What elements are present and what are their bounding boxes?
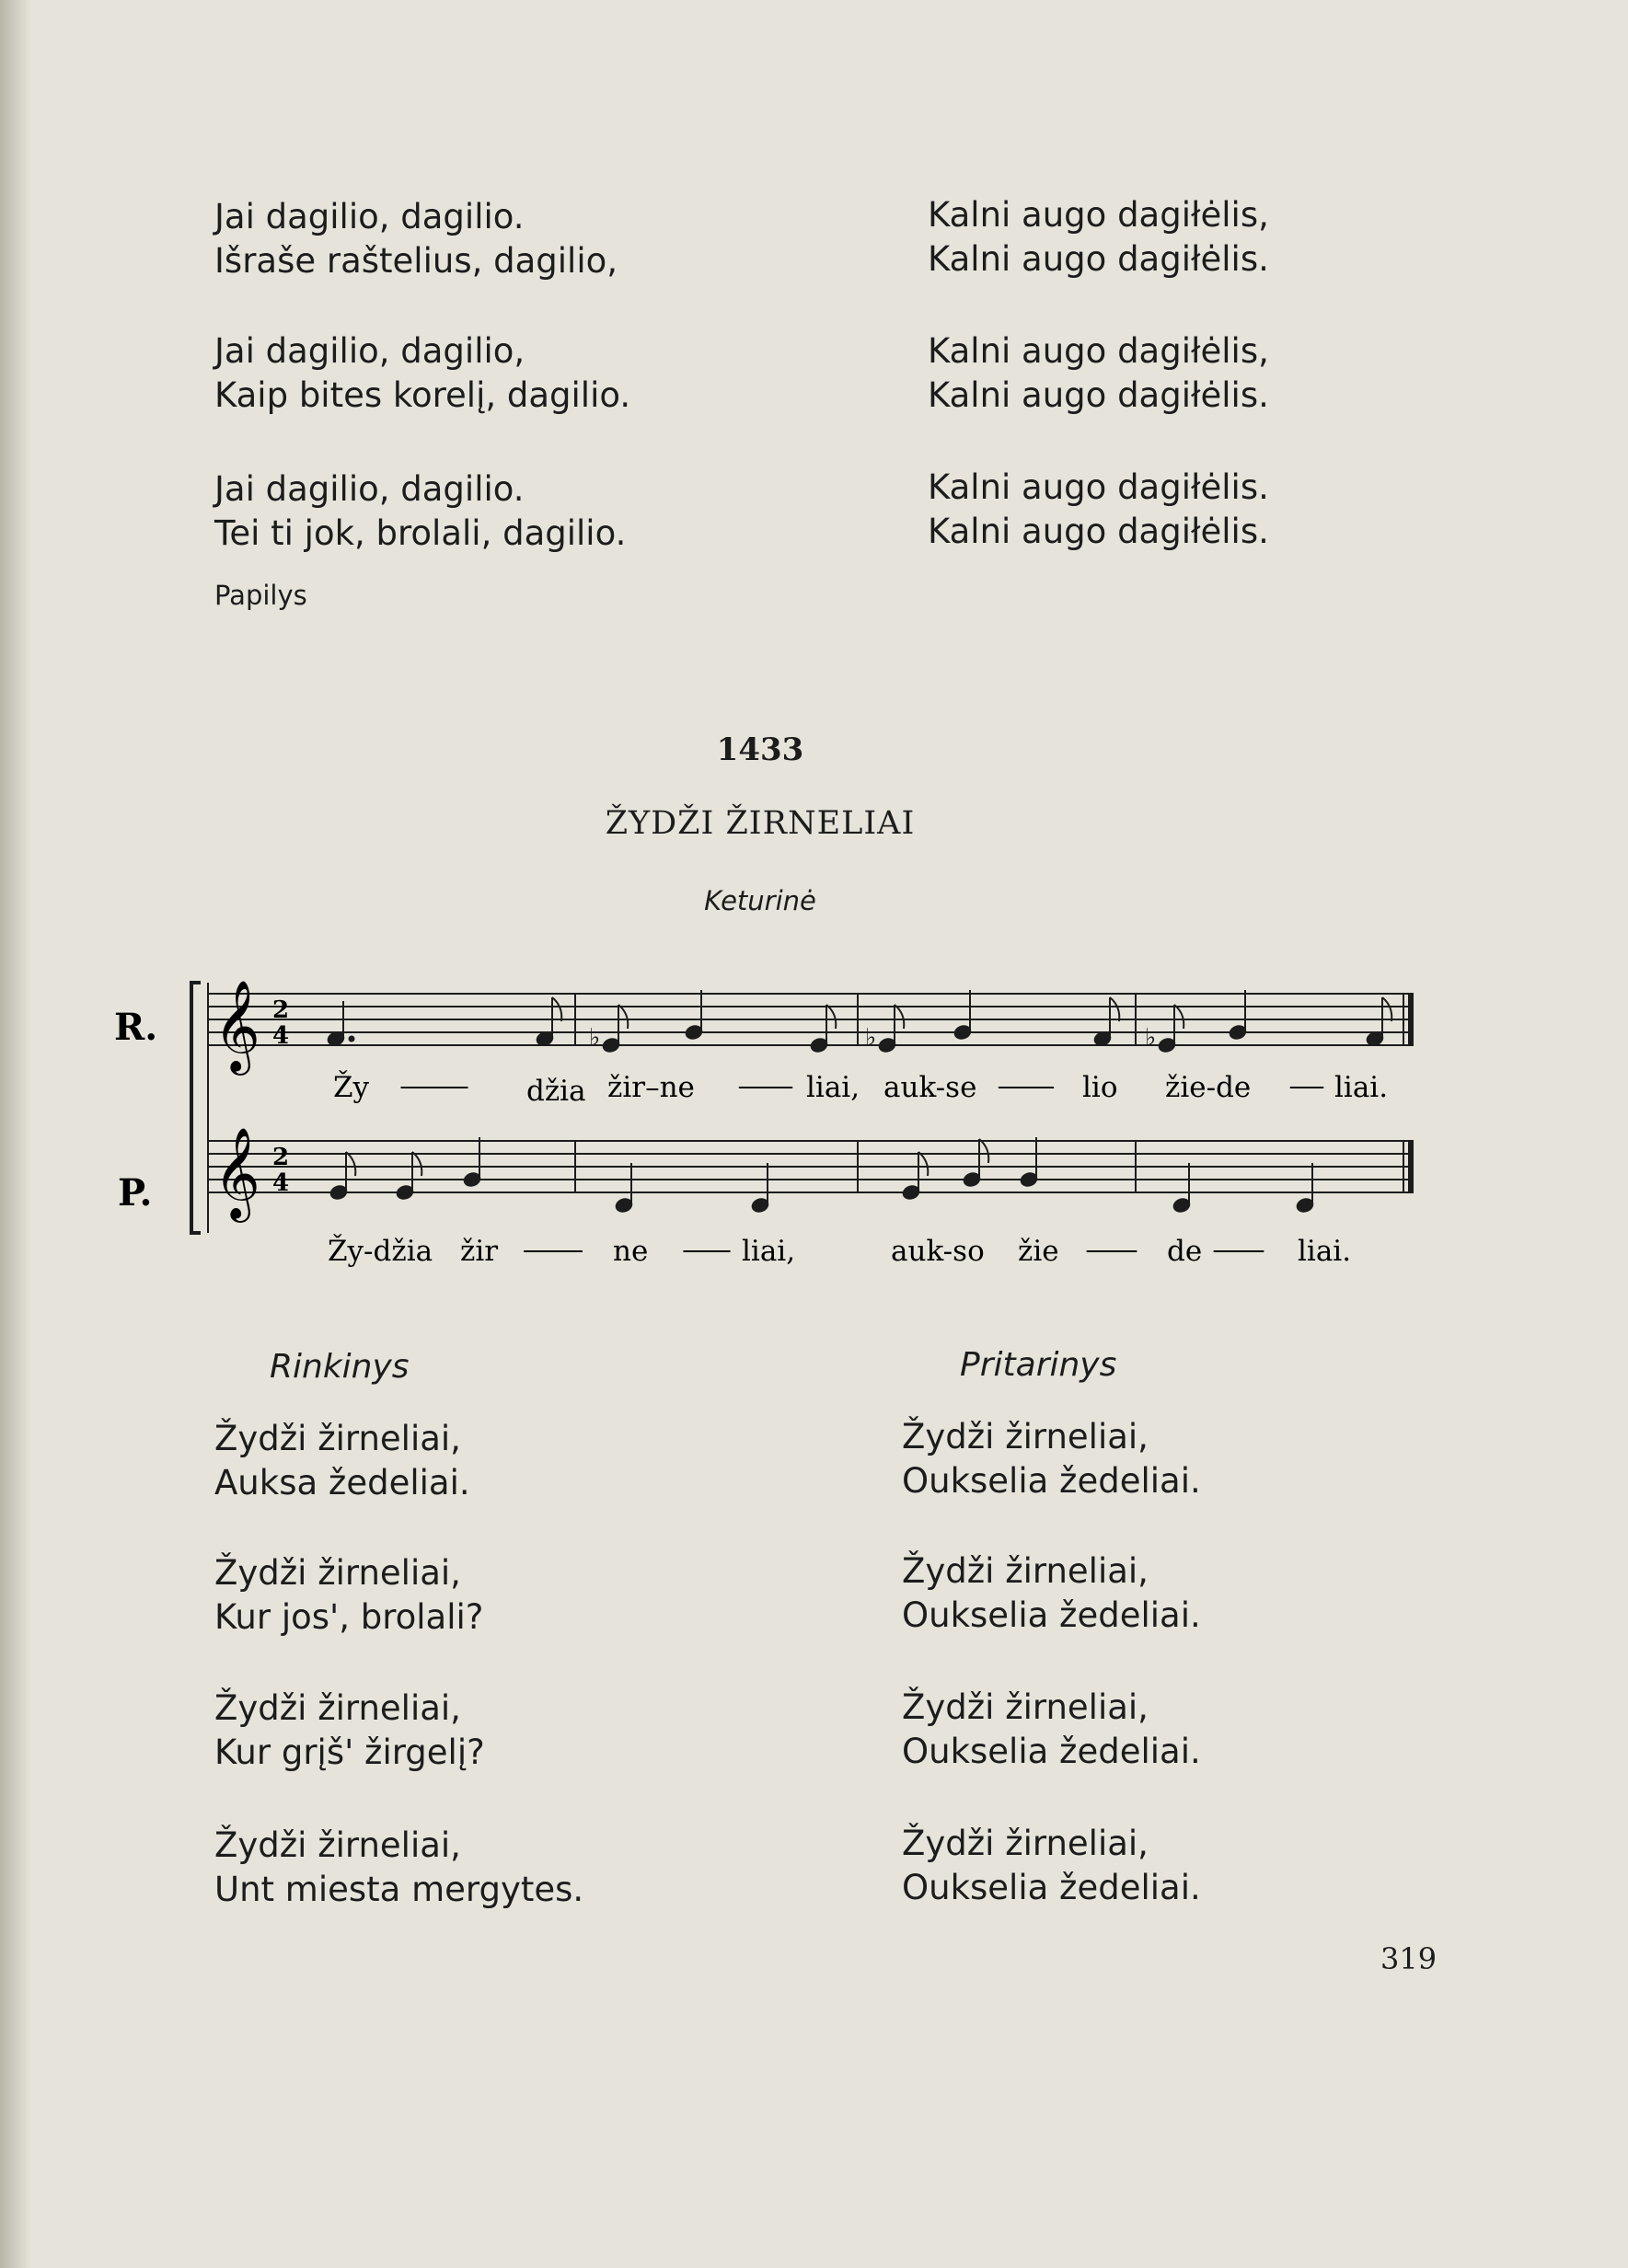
lyric-dash: — [681, 1233, 733, 1266]
stanza-left-3 [214, 1687, 485, 1775]
lyric: liai, [742, 1235, 796, 1268]
lyric-dash: — [398, 1069, 471, 1102]
verse-right-1 [928, 193, 1269, 282]
time-sig-bottom: 4 [272, 1169, 290, 1197]
lyric-dash: — [1211, 1233, 1266, 1266]
song-subtitle: Keturinė [704, 885, 816, 916]
song-number: 1433 [716, 731, 804, 768]
verse-line: Auksa žedeliai. [214, 1463, 470, 1502]
verse-line: Žydži žirneliai, [214, 1825, 461, 1865]
verse-line: Ouksel​ia žedeliai. [902, 1461, 1201, 1501]
verse-left-1 [214, 195, 618, 283]
stanza-right-3 [902, 1686, 1201, 1774]
lyric-dash: — [1288, 1069, 1325, 1102]
stanza-right-1 [902, 1415, 1201, 1503]
music-score [110, 957, 1445, 1288]
lyric: žir [460, 1235, 499, 1268]
system-bracket [191, 983, 201, 1233]
lyric: liai, [806, 1071, 860, 1104]
lower-notes [329, 1137, 1315, 1215]
lyric: žie [1018, 1235, 1059, 1268]
verse-line: Žydži žirneliai, [214, 1688, 461, 1728]
verse-line: Kur grįš' žirgelį? [214, 1733, 485, 1772]
svg-text:♭: ♭ [1145, 1024, 1157, 1052]
lyric: liai. [1334, 1071, 1389, 1104]
lyric: de [1167, 1235, 1203, 1268]
verse-line: Kalni augo dagiłėlis. [928, 467, 1269, 507]
voice-label-p: P. [118, 1171, 153, 1215]
lyric: auk-se [883, 1071, 977, 1104]
verse-line: Žydži žirneliai, [902, 1551, 1149, 1591]
voice-label-r: R. [114, 1006, 158, 1049]
column-head-right: Pritarinys [960, 1346, 1117, 1384]
time-sig-top: 2 [272, 996, 290, 1024]
verse-line: Jai dagilio, dagilio. [214, 469, 525, 509]
stanza-left-1 [214, 1417, 470, 1505]
page-gutter-shadow [0, 0, 31, 2268]
upper-lyrics [333, 1069, 1388, 1108]
verse-line: Kalni augo dagiłėlis, [928, 195, 1269, 235]
verse-line: Išraše raštelius, dagilio, [214, 241, 618, 281]
lyric: auk-so [891, 1235, 985, 1268]
verse-line: Ouksel​ia žedeliai. [902, 1595, 1201, 1635]
lower-staff [208, 1141, 1414, 1192]
verse-line: Tei ti jok, brolali, dagilio. [214, 513, 627, 553]
svg-text:♭: ♭ [589, 1024, 601, 1052]
lyric-dash: — [996, 1069, 1056, 1102]
lyric: lio [1082, 1071, 1118, 1104]
verse-line: Žydži žirneliai, [902, 1417, 1149, 1456]
lyric: žie-de [1165, 1071, 1252, 1104]
treble-clef-icon: 𝄞 [214, 1127, 260, 1219]
verse-line: Kalni augo dagiłėlis. [928, 239, 1269, 279]
stanza-left-4 [214, 1824, 583, 1912]
treble-clef-icon: 𝄞 [214, 980, 260, 1072]
verse-left-3 [214, 467, 626, 556]
verse-line: Jai dagilio, dagilio. [214, 197, 525, 236]
verse-line: Žydži žirneliai, [902, 1824, 1149, 1863]
column-head-left: Rinkinys [270, 1348, 410, 1386]
lyric: ne [613, 1235, 649, 1268]
lower-lyrics [328, 1233, 1351, 1268]
song-title: ŽYDŽI ŽIRNELIAI [605, 805, 916, 842]
lyric: liai. [1298, 1235, 1352, 1268]
page-number: 319 [1380, 1941, 1437, 1976]
time-sig-top: 2 [272, 1144, 290, 1171]
lyric: džia [526, 1075, 586, 1108]
verse-line: Žydži žirneliai, [214, 1553, 461, 1593]
lyric: Žy-džia [328, 1235, 433, 1268]
verse-line: Žydži žirneliai, [902, 1687, 1149, 1727]
verse-line: Kalni augo dagiłėlis, [928, 331, 1269, 371]
verse-line: Kalni augo dagiłėlis. [928, 512, 1269, 551]
lyric: Žy [333, 1071, 370, 1104]
time-sig-bottom: 4 [272, 1022, 290, 1050]
verse-left-2 [214, 329, 630, 418]
verse-line: Kur jos', brolali? [214, 1597, 484, 1637]
stanza-right-2 [902, 1549, 1201, 1638]
svg-text:♭: ♭ [865, 1024, 877, 1052]
verse-line: Kaip bites korelį, dagilio. [214, 375, 631, 415]
final-barline-upper [1408, 994, 1414, 1045]
verse-line: Jai dagilio, dagilio, [214, 331, 525, 371]
stanza-left-2 [214, 1551, 483, 1640]
lyric-dash: — [521, 1233, 585, 1266]
lyric: žir–ne [607, 1071, 695, 1104]
verse-line: Ouksel​ia žedeliai. [902, 1868, 1201, 1907]
verse-right-2 [928, 329, 1269, 418]
verse-right-3 [928, 466, 1269, 554]
stanza-right-4 [902, 1822, 1201, 1910]
verse-line: Žydži žirneliai, [214, 1419, 461, 1458]
verse-line: Ouksel​ia žedeliai. [902, 1732, 1201, 1771]
source-label: Papilys [214, 580, 307, 611]
final-barline-lower [1408, 1141, 1414, 1192]
lyric-dash: — [736, 1069, 795, 1102]
lyric-dash: — [1084, 1233, 1139, 1266]
verse-line: Kalni augo dagiłėlis. [928, 375, 1269, 415]
verse-line: Unt miesta mergytes. [214, 1870, 584, 1909]
